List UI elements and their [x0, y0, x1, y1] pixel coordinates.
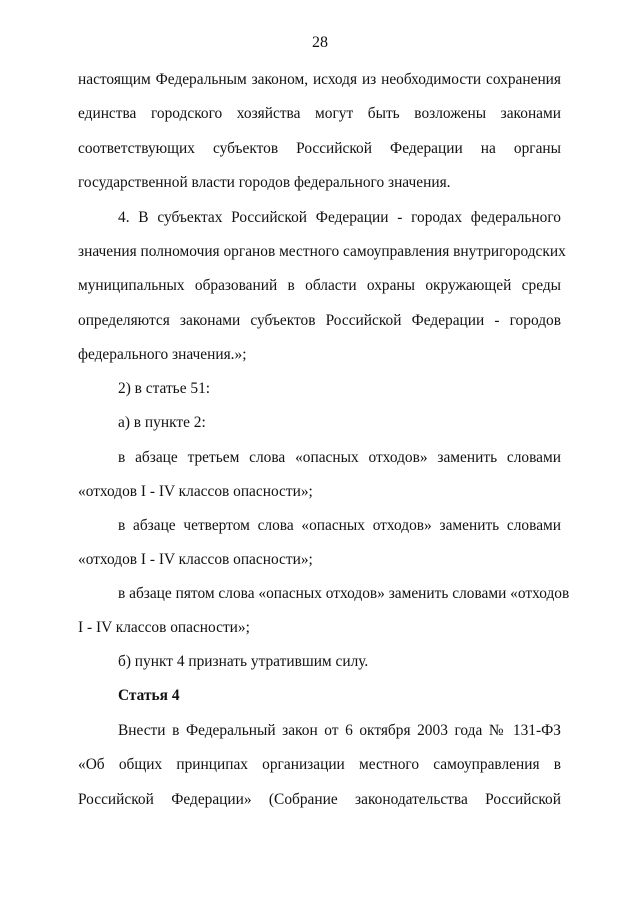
body-line: определяются законами субъектов Российской Федерации - городов	[78, 312, 561, 329]
body-line: муниципальных образований в области охраны окружающей среды	[78, 277, 561, 294]
body-line: «отходов I - IV классов опасности»;	[78, 483, 313, 500]
body-line: в абзаце третьем слова «опасных отходов» заменить словами	[118, 449, 561, 466]
article-heading: Статья 4	[118, 687, 180, 704]
body-line: Внести в Федеральный закон от 6 октября 2003 года № 131-ФЗ	[118, 722, 561, 739]
body-line: в абзаце пятом слова «опасных отходов» заменить словами «отходов	[118, 585, 570, 602]
body-line: соответствующих субъектов Российской Федерации на органы	[78, 140, 561, 157]
body-line: 4. В субъектах Российской Федерации - городах федерального	[118, 209, 561, 226]
body-line: а) в пункте 2:	[118, 414, 206, 431]
body-line: 2) в статье 51:	[118, 380, 211, 397]
body-line: «Об общих принципах организации местного самоуправления в	[78, 756, 561, 773]
page-number: 28	[312, 34, 328, 51]
body-line: значения полномочия органов местного самоуправления внутригородских	[78, 243, 566, 260]
body-line: единства городского хозяйства могут быть возложены законами	[78, 105, 561, 122]
body-line: настоящим Федеральным законом, исходя из необходимости сохранения	[78, 71, 561, 88]
body-line: государственной власти городов федерального значения.	[78, 174, 451, 191]
body-line: Российской Федерации» (Собрание законодательства Российской	[78, 791, 561, 808]
body-line: «отходов I - IV классов опасности»;	[78, 551, 313, 568]
body-line: б) пункт 4 признать утратившим силу.	[118, 653, 369, 670]
body-line: федерального значения.»;	[78, 346, 247, 363]
body-line: I - IV классов опасности»;	[78, 619, 250, 636]
body-line: в абзаце четвертом слова «опасных отходов» заменить словами	[118, 517, 561, 534]
